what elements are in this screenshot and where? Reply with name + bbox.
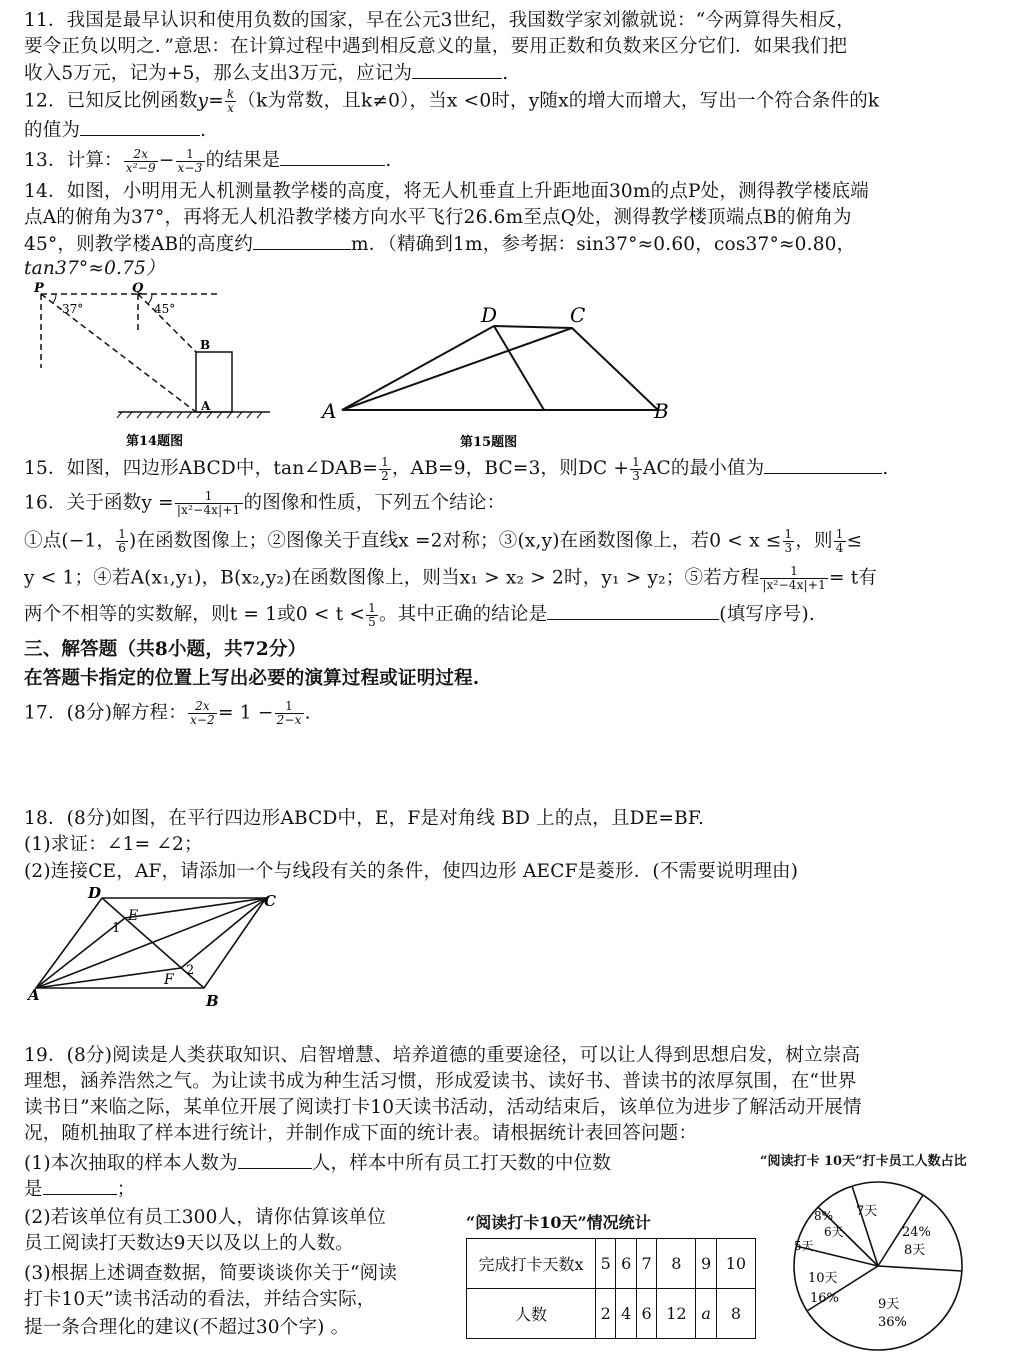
figure-14 xyxy=(26,280,276,452)
label-F: F xyxy=(164,972,174,988)
stats-cell: 7 xyxy=(636,1239,656,1289)
label-45: 45° xyxy=(154,302,176,316)
q14-line1: 14．如图，小明用无人机测量教学楼的高度，将无人机垂直上升距地面30m的点P处，测得教学楼底端 xyxy=(24,181,869,202)
label-angle1: 1 xyxy=(112,921,121,936)
stats-header-counts: 人数 xyxy=(467,1289,596,1339)
stats-cell: a xyxy=(696,1289,716,1339)
stats-cell: 6 xyxy=(616,1239,636,1289)
q13-line: 13．计算： $\frac{2x}{\text{x²−9}}$ − $\frac{1}{x-3}$ 的结果是 . xyxy=(24,146,392,175)
q11-answer-blank[interactable] xyxy=(412,60,502,79)
pie-label-10-pct: 16% xyxy=(810,1291,839,1306)
q11-line3: 收入5万元，记为+5，那么支出3万元，应记为 . xyxy=(24,60,997,87)
label-angle2: 2 xyxy=(186,963,195,978)
pie-label-10: 10天 xyxy=(808,1271,838,1286)
stats-row-days xyxy=(467,1239,756,1289)
stats-header-days: 完成打卡天数x xyxy=(467,1239,596,1289)
q19-part3b: 打卡10天”读书活动的看法，并结合实际， xyxy=(24,1289,376,1310)
stats-table xyxy=(466,1238,756,1339)
label-B: B xyxy=(200,338,211,352)
fig15-caption: 第15题图 xyxy=(460,435,518,450)
stats-cell: 6 xyxy=(636,1289,656,1339)
q11-line2: 要令正负以明之．”意思：在计算过程中遇到相反意义的量，要用正数和负数来区分它们．如果我们把 xyxy=(24,36,848,57)
angle-45-arc xyxy=(148,294,152,304)
stats-cell: 12 xyxy=(657,1289,696,1339)
q19-line3: 读书日”来临之际，某单位开展了阅读打卡10天读书活动，活动结束后，该单位为进步了解活动开展情 xyxy=(24,1097,862,1118)
q18-line1: 18．(8分)如图，在平行四边形ABCD中，E，F是对角线 BD 上的点，且DE=BF. xyxy=(24,808,705,829)
pie-title: “阅读打卡 10天”打卡员工人数占比 xyxy=(760,1154,967,1169)
q15-answer-blank[interactable] xyxy=(764,455,882,474)
q18-line2: (1)求证：∠1= ∠2； xyxy=(24,834,203,855)
q17-line: 17．(8分)解方程： $\frac{2x}{x-2}$ = 1 − $\frac{1}{2-x}$ . xyxy=(24,699,311,727)
label-Q: Q xyxy=(132,281,144,296)
q19-sample-blank[interactable] xyxy=(238,1150,312,1169)
q14-line3: 45°，则教学楼AB的高度约 m．（精确到1m，参考据：sin37°≈0.60，cos37°≈0.80， xyxy=(24,231,997,258)
label-A: A xyxy=(201,399,211,413)
table-title: “阅读打卡10天”情况统计 xyxy=(466,1213,651,1232)
label-A: A xyxy=(28,986,40,1004)
pie-label-8-pct: 24% xyxy=(902,1225,931,1240)
stats-cell: 5 xyxy=(596,1239,616,1289)
q19-line2: 理想，涵养浩然之气。为让读书成为种生活习惯，形成爱读书、读好书、普读书的浓厚氛围，在“世界 xyxy=(24,1071,857,1092)
stats-cell: 9 xyxy=(696,1239,716,1289)
figure-15-lines xyxy=(342,326,658,410)
label-B: B xyxy=(654,399,669,423)
label-C: C xyxy=(570,303,586,327)
label-P: P xyxy=(34,281,44,296)
q19-line4: 况，随机抽取了样本进行统计，并制作成下面的统计表。请根据统计表回答问题： xyxy=(24,1123,698,1144)
q14-line2: 点A的俯角为37°，再将无人机沿教学楼方向水平飞行26.6m至点Q处，测得教学楼顶端点B的俯角为 xyxy=(24,207,852,228)
stats-cell: 2 xyxy=(596,1289,616,1339)
pie-chart xyxy=(780,1170,980,1360)
q14-line4: tan37°≈0.75） xyxy=(24,258,165,279)
label-A: A xyxy=(322,399,337,423)
pie-label-6-pct: 8% xyxy=(814,1209,834,1223)
q12-answer-blank[interactable] xyxy=(80,117,200,136)
q13-answer-blank[interactable] xyxy=(280,147,385,166)
q16-answer-blank[interactable] xyxy=(547,601,719,620)
section3-title: 三、解答题（共8小题，共72分） xyxy=(24,639,307,660)
pie-label-5: 5天 xyxy=(794,1239,814,1253)
ground-hatch xyxy=(117,412,262,418)
pie-label-7: 7天 xyxy=(856,1204,878,1219)
q16-line2: ①点(−1， $\frac{1}{6}$ )在函数图像上；②图像关于直线x =2对称；③(x,y)在函数图像上，若0 < x ≤ $\frac{1}{3}$ ，则 $\frac{1}{4}$ ≤ xyxy=(24,527,863,555)
section3-note: 在答题卡指定的位置上写出必要的演算过程或证明过程. xyxy=(24,668,480,689)
q19-part1: (1)本次抽取的样本人数为 人，样本中所有员工打天数的中位数 xyxy=(24,1150,611,1177)
q19-part2a: (2)若该单位有员工300人，请你估算该单位 xyxy=(24,1207,386,1228)
q19-part3c: 提一条合理化的建议(不超过30个字) 。 xyxy=(24,1317,350,1338)
figure-18 xyxy=(26,884,296,1012)
label-B: B xyxy=(206,992,219,1010)
q16-line3: y < 1；④若A(x₁,y₁)，B(x₂,y₂)在函数图像上，则当x₁ > x₂ > 2时，y₁ > y₂；⑤若方程 $\frac{1}{\text{|x²−4x|+1}}$ = t有 xyxy=(24,564,878,592)
figure-18-lines xyxy=(36,898,266,988)
q19-median-blank[interactable] xyxy=(43,1176,117,1195)
q12-line2: 的值为 . xyxy=(24,117,997,144)
pie-label-9-pct: 36% xyxy=(878,1315,907,1330)
label-E: E xyxy=(128,908,139,924)
q15-line: 15．如图，四边形ABCD中，tan∠DAB= $\frac{1}{2}$ ，AB=9，BC=3，则DC + $\frac{1}{3}$ AC的最小值为 . xyxy=(24,454,889,483)
pie-label-6: 6天 xyxy=(824,1225,844,1239)
pie-label-9: 9天 xyxy=(878,1297,900,1312)
label-D: D xyxy=(88,884,102,902)
fig14-caption: 第14题图 xyxy=(126,434,184,449)
q16-line1: 16．关于函数y = $\frac{1}{\text{|x²−4x|+1}}$ 的图像和性质，下列五个结论： xyxy=(24,489,506,517)
q14-answer-blank[interactable] xyxy=(253,231,351,250)
stats-row-counts xyxy=(467,1289,756,1339)
stats-cell: 4 xyxy=(616,1289,636,1339)
stats-cell: 8 xyxy=(657,1239,696,1289)
label-D: D xyxy=(481,303,498,327)
q19-line1: 19．(8分)阅读是人类获取知识、启智增慧、培养道德的重要途径，可以让人得到思想启发，树立崇高 xyxy=(24,1045,861,1066)
q12-line1: 12．已知反比例函数y= $\frac{k}{x}$ （k为常数，且k≠0），当x <0时，y随x的增大而增大，写出一个符合条件的k xyxy=(24,87,880,115)
q18-line3: (2)连接CE，AF，请添加一个与线段有关的条件，使四边形 AECF是菱形．(不需要说明理由) xyxy=(24,861,799,882)
q11-line1: 11．我国是最早认识和使用负数的国家，早在公元3世纪，我国数学家刘徽就说：“今两算得失相反， xyxy=(24,10,855,31)
q19-part3a: (3)根据上述调查数据，简要谈谈你关于“阅读 xyxy=(24,1263,398,1284)
stats-cell: 10 xyxy=(716,1239,755,1289)
stats-cell: 8 xyxy=(716,1289,755,1339)
q16-line4: 两个不相等的实数解，则t = 1或0 < t < $\frac{1}{5}$ 。其中正确的结论是 (填写序号). xyxy=(24,600,815,629)
angle-37-arc xyxy=(53,294,56,303)
label-37: 37° xyxy=(62,302,84,316)
q19-part2b: 员工阅读打天数达9天以及以上的人数。 xyxy=(24,1233,354,1254)
pie-label-8: 8天 xyxy=(904,1243,926,1258)
q19-part1-cont: 是 ； xyxy=(24,1176,135,1203)
figure-15 xyxy=(318,298,688,452)
q12-fraction: $\frac{k}{x}$ xyxy=(226,87,235,115)
label-C: C xyxy=(264,892,276,910)
